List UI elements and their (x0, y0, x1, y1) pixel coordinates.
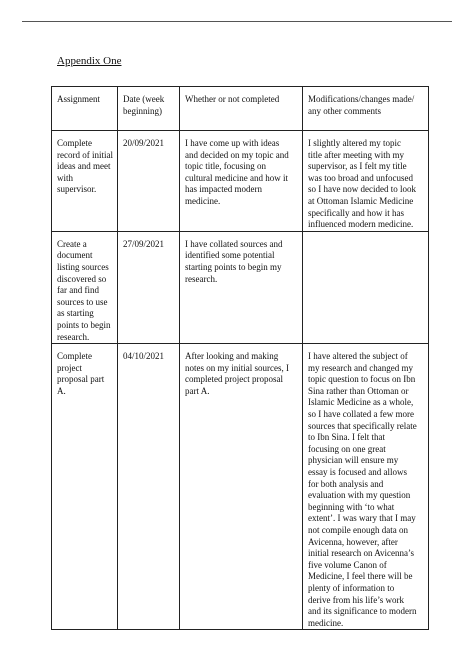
header-assignment: Assignment (52, 87, 118, 131)
cell-completed: I have collated sources and identified some potential starting points to begin my research. (180, 231, 303, 343)
table-row (52, 131, 429, 232)
cell-assignment: Complete project proposal part A. (52, 344, 118, 630)
header-rule (22, 21, 452, 22)
table-row (52, 344, 429, 630)
header-date: Date (week beginning) (118, 87, 180, 131)
cell-completed: After looking and making notes on my initial sources, I completed project proposal part A. (180, 344, 303, 630)
table-header-row (52, 87, 429, 131)
progress-log-table (51, 86, 429, 630)
header-comments: Modifications/changes made/ any other comments (303, 87, 429, 131)
table-row (52, 231, 429, 343)
cell-comments (303, 231, 429, 343)
cell-date: 04/10/2021 (118, 344, 180, 630)
cell-assignment: Create a document listing sources discovered so far and find sources to use as starting points to begin research. (52, 231, 118, 343)
cell-date: 27/09/2021 (118, 231, 180, 343)
appendix-heading: Appendix One (57, 55, 122, 67)
cell-comments: I have altered the subject of my research and changed my topic question to focus on Ibn Sina rather than Ottoman or Islamic Medicine as a whole, so I have collated a few more sources that specifically relate to Ibn Sina. I felt that focusing on one great physician will ensure my essay is focused and allows for both analysis and evaluation with my question beginning with ‘to what extent’. I was wary that I may not compile enough data on Avicenna, however, after initial research on Avicenna’s five volume Canon of Medicine, I feel there will be plenty of information to derive from his life’s work and its significance to modern medicine. (303, 344, 429, 630)
cell-assignment: Complete record of initial ideas and meet with supervisor. (52, 131, 118, 232)
cell-comments: I slightly altered my topic title after meeting with my supervisor, as I felt my title was too broad and unfocused so I have now decided to look at Ottoman Islamic Medicine specifically and how it has influenced modern medicine. (303, 131, 429, 232)
cell-date: 20/09/2021 (118, 131, 180, 232)
cell-completed: I have come up with ideas and decided on my topic and topic title, focusing on cultural medicine and how it has impacted modern medicine. (180, 131, 303, 232)
header-completed: Whether or not completed (180, 87, 303, 131)
